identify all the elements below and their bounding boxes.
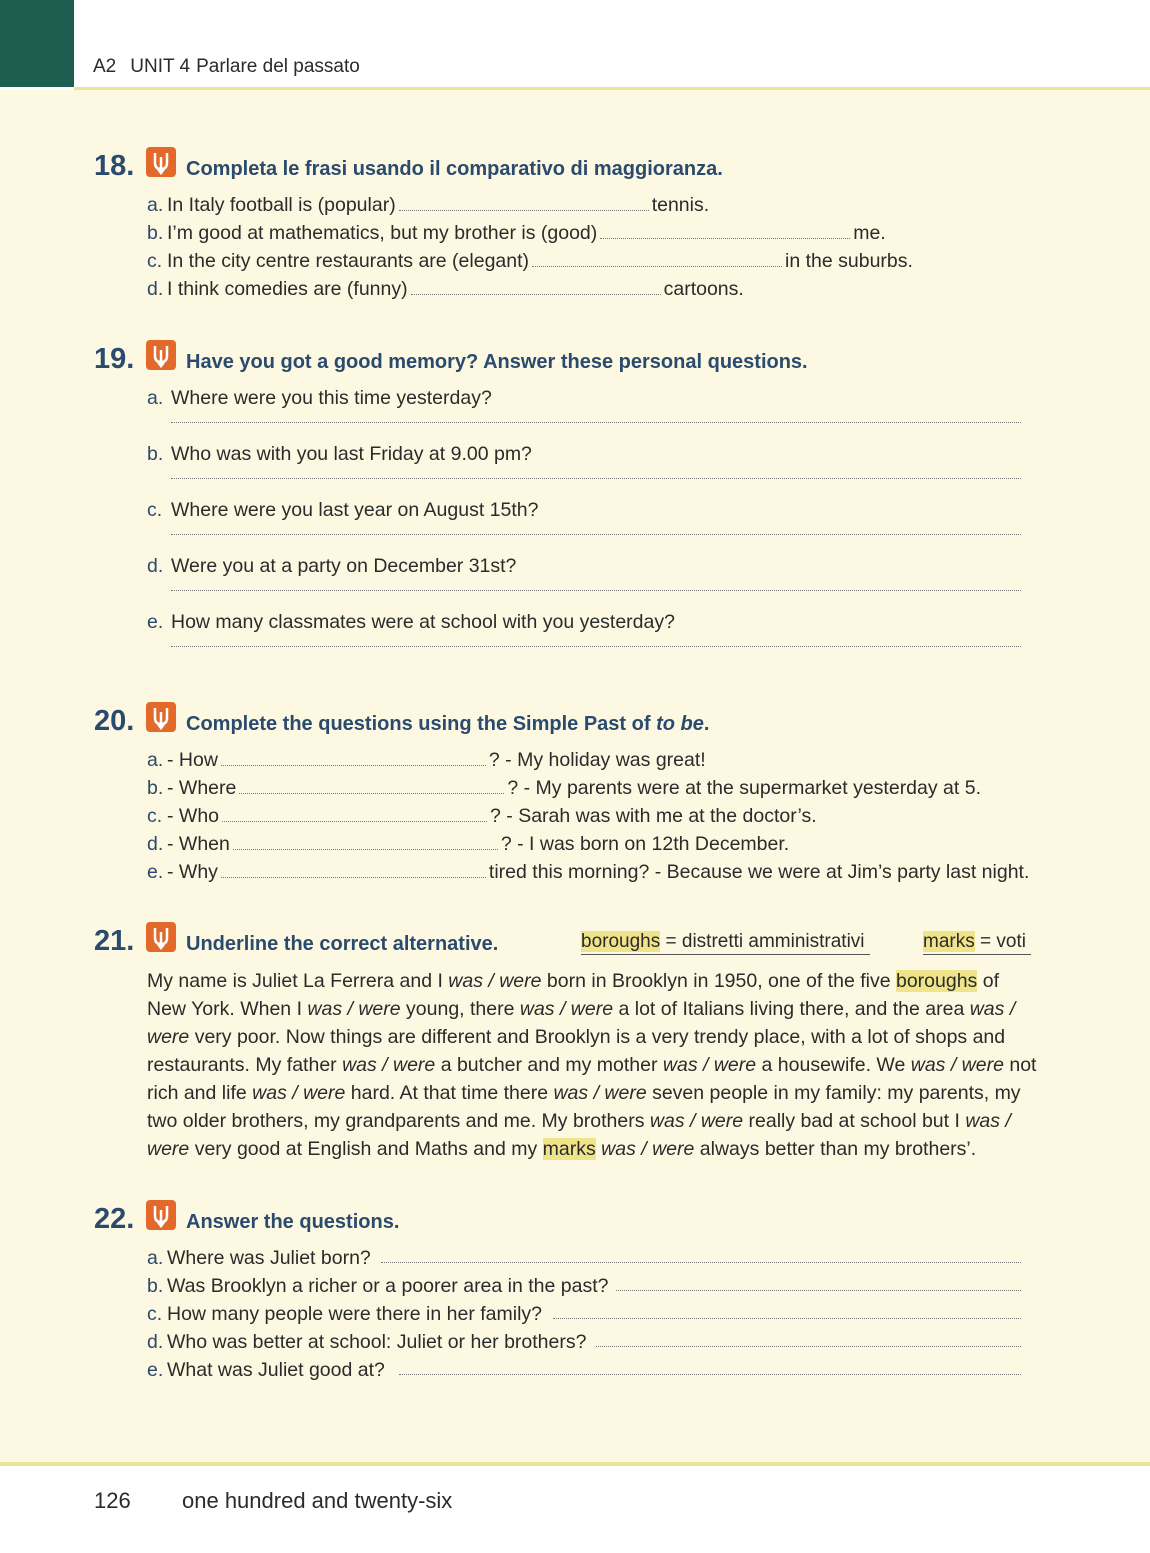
instruction-end: .: [703, 713, 710, 735]
unit-title: Parlare del passato: [196, 56, 360, 77]
alternative-choice[interactable]: was / were: [342, 1054, 436, 1076]
alternative-choice[interactable]: was / were: [147, 998, 1016, 1048]
alternative-choice[interactable]: was / were: [553, 1082, 647, 1104]
item-text: in the suburbs.: [785, 250, 913, 272]
text-run: hard. At that time there: [345, 1082, 554, 1104]
item-text: How many people were there in her family?: [167, 1303, 543, 1325]
page-header: [0, 0, 1150, 90]
exercise-number: 20.: [94, 705, 135, 737]
exercise-20: [94, 705, 1094, 885]
list-item: [147, 746, 1147, 774]
item-letter: e.: [147, 861, 164, 883]
item-letter: d.: [147, 278, 164, 300]
item-text: Who was better at school: Juliet or her brothers?: [167, 1331, 587, 1353]
list-item: [147, 247, 1147, 275]
item-letter: c.: [147, 250, 163, 272]
item-text: Were you at a party on December 31st?: [171, 555, 517, 577]
reading-text: [147, 967, 1037, 1163]
item-letter: c.: [147, 805, 163, 827]
list-item: [147, 802, 1147, 830]
text-run: seven people in my family: my parents, my two older brothers, my grandparents and me. My brothers: [147, 1082, 1021, 1132]
item-text: Where were you last year on August 15th?: [171, 499, 539, 521]
alternative-choice[interactable]: was / were: [252, 1082, 346, 1104]
exercise-instruction: Have you got a good memory? Answer these personal questions.: [186, 351, 808, 373]
answer-line[interactable]: [616, 1290, 1021, 1291]
text-run: born in Brooklyn in 1950, one of the five: [541, 970, 896, 992]
text-run: young, there: [400, 998, 520, 1020]
item-letter: a.: [147, 1247, 164, 1269]
exercise-instruction: Underline the correct alternative.: [186, 933, 499, 955]
exercise-18: [94, 150, 1094, 302]
list-item: [147, 774, 1147, 802]
item-text: tired this morning? - Because we were at Jim’s party last night.: [488, 861, 1030, 883]
text-run: always better than my brothers’.: [694, 1138, 977, 1160]
glossary-meaning: = voti: [974, 931, 1026, 952]
page-number-words: one hundred and twenty-six: [182, 1488, 453, 1513]
alternative-choice[interactable]: was / were: [147, 1110, 1011, 1160]
blank-line[interactable]: [399, 194, 649, 211]
glossary-word: boroughs: [581, 931, 661, 952]
exercise-instruction: Completa le frasi usando il comparativo di maggioranza.: [186, 158, 723, 180]
level-label: A2: [93, 56, 117, 77]
item-letter: a.: [147, 387, 164, 409]
item-text: Where were you this time yesterday?: [171, 387, 492, 409]
glossary-boroughs: [581, 931, 870, 953]
instruction-emphasis: to be: [656, 713, 704, 735]
list-item: [147, 275, 1147, 303]
item-text: - How: [167, 749, 218, 771]
exercise-instruction: Answer the questions.: [186, 1211, 400, 1233]
item-text: In Italy football is (popular): [167, 194, 396, 216]
alternative-choice[interactable]: was / were: [601, 1138, 695, 1160]
item-text: ? - I was born on 12th December.: [500, 833, 790, 855]
blank-line[interactable]: [221, 861, 486, 878]
answer-line[interactable]: [553, 1318, 1021, 1319]
list-item: [147, 496, 1147, 552]
item-text: What was Juliet good at?: [167, 1359, 385, 1381]
list-item: [147, 1300, 1021, 1328]
item-letter: c.: [147, 1303, 163, 1325]
text-run: a butcher and my mother: [435, 1054, 663, 1076]
blank-line[interactable]: [532, 250, 782, 267]
list-item: [147, 440, 1147, 496]
item-text: ? - Sarah was with me at the doctor’s.: [490, 805, 817, 827]
item-text: - When: [167, 833, 230, 855]
exercise-19: [94, 343, 1094, 663]
pencil-icon: [146, 702, 176, 732]
answer-line[interactable]: [381, 1262, 1021, 1263]
pencil-icon: [146, 147, 176, 177]
item-text: In the city centre restaurants are (elegant): [167, 250, 530, 272]
item-letter: d.: [147, 555, 164, 577]
exercise-number: 18.: [94, 150, 135, 182]
blank-line[interactable]: [411, 278, 661, 295]
answer-line[interactable]: [596, 1346, 1021, 1347]
item-text: - Why: [167, 861, 218, 883]
item-letter: b.: [147, 777, 164, 799]
blank-line[interactable]: [233, 833, 498, 850]
glossary-meaning: = distretti amministrativi: [660, 931, 865, 952]
item-text: I think comedies are (funny): [167, 278, 408, 300]
item-text: Was Brooklyn a richer or a poorer area in the past?: [167, 1275, 609, 1297]
item-letter: c.: [147, 499, 163, 521]
highlighted-word: boroughs: [895, 970, 978, 992]
item-letter: e.: [147, 1359, 164, 1381]
list-item: [147, 858, 1147, 886]
item-letter: e.: [147, 611, 164, 633]
list-item: [147, 830, 1147, 858]
running-header: [93, 56, 360, 78]
item-letter: b.: [147, 222, 164, 244]
blank-line[interactable]: [222, 805, 487, 822]
unit-label: UNIT 4: [130, 56, 191, 77]
item-text: ? - My holiday was great!: [488, 749, 706, 771]
alternative-choice[interactable]: was / were: [910, 1054, 1004, 1076]
item-text: How many classmates were at school with you yesterday?: [171, 611, 675, 633]
exercise-number: 22.: [94, 1203, 135, 1235]
item-text: I’m good at mathematics, but my brother is (good): [167, 222, 598, 244]
text-run: not rich and life: [147, 1054, 1037, 1104]
list-item: [147, 1272, 1021, 1300]
blank-line[interactable]: [221, 749, 486, 766]
item-text: Where was Juliet born?: [167, 1247, 371, 1269]
exercise-21: [94, 925, 1094, 1161]
blank-line[interactable]: [600, 222, 850, 239]
item-text: - Who: [167, 805, 220, 827]
item-letter: a.: [147, 194, 164, 216]
instruction-text: Complete the questions using the Simple Past of: [186, 713, 657, 735]
text-run: of New York. When I: [147, 970, 999, 1020]
item-text: tennis.: [651, 194, 710, 216]
list-item: [147, 1356, 1021, 1384]
answer-line[interactable]: [399, 1374, 1021, 1375]
alternative-choice[interactable]: was / were: [649, 1110, 744, 1132]
list-item: [147, 552, 1147, 608]
pencil-icon: [146, 1200, 176, 1230]
text-run: really bad at school but I: [743, 1110, 966, 1132]
text-run: a lot of Italians living there, and the area: [613, 998, 970, 1020]
item-letter: d.: [147, 833, 164, 855]
list-item: [147, 1328, 1021, 1356]
alternative-choice[interactable]: was / were: [662, 1054, 757, 1076]
pencil-icon: [146, 922, 176, 952]
item-text: cartoons.: [663, 278, 744, 300]
text-run: very poor. Now things are different and Brooklyn is a very trendy place, with a lot of shops and restaurants. My father: [147, 1026, 1006, 1076]
item-letter: d.: [147, 1331, 164, 1353]
item-letter: b.: [147, 1275, 164, 1297]
text-run: very good at English and Maths and my: [189, 1138, 543, 1160]
answer-line[interactable]: [171, 534, 1021, 535]
exercise-instruction: [186, 713, 709, 736]
list-item: [147, 191, 1147, 219]
item-letter: b.: [147, 443, 164, 465]
alternative-choice[interactable]: was / were: [448, 970, 542, 992]
highlighted-word: marks: [542, 1138, 596, 1160]
item-text: Who was with you last Friday at 9.00 pm?: [171, 443, 532, 465]
answer-line[interactable]: [171, 590, 1021, 591]
unit-color-tab: [0, 0, 74, 87]
pencil-icon: [146, 340, 176, 370]
exercise-22: [94, 1203, 1094, 1383]
list-item: [147, 1244, 1021, 1272]
item-text: me.: [853, 222, 886, 244]
glossary-word: marks: [923, 931, 975, 952]
list-item: [147, 608, 1147, 664]
text-run: My name is Juliet La Ferrera and I: [147, 970, 449, 992]
exercise-number: 19.: [94, 343, 135, 375]
glossary-marks: [923, 931, 1031, 953]
answer-line[interactable]: [171, 478, 1021, 479]
alternative-choice[interactable]: was / were: [519, 998, 614, 1020]
page-number: 126: [94, 1488, 131, 1513]
item-text: - Where: [167, 777, 237, 799]
exercise-number: 21.: [94, 925, 135, 957]
answer-line[interactable]: [171, 422, 1021, 423]
item-text: ? - My parents were at the supermarket yesterday at 5.: [507, 777, 981, 799]
item-letter: a.: [147, 749, 164, 771]
text-run: a housewife. We: [756, 1054, 911, 1076]
blank-line[interactable]: [239, 777, 504, 794]
alternative-choice[interactable]: was / were: [307, 998, 401, 1020]
answer-line[interactable]: [171, 646, 1021, 647]
list-item: [147, 219, 1147, 247]
page-footer: [0, 1466, 1150, 1553]
list-item: [147, 384, 1147, 440]
